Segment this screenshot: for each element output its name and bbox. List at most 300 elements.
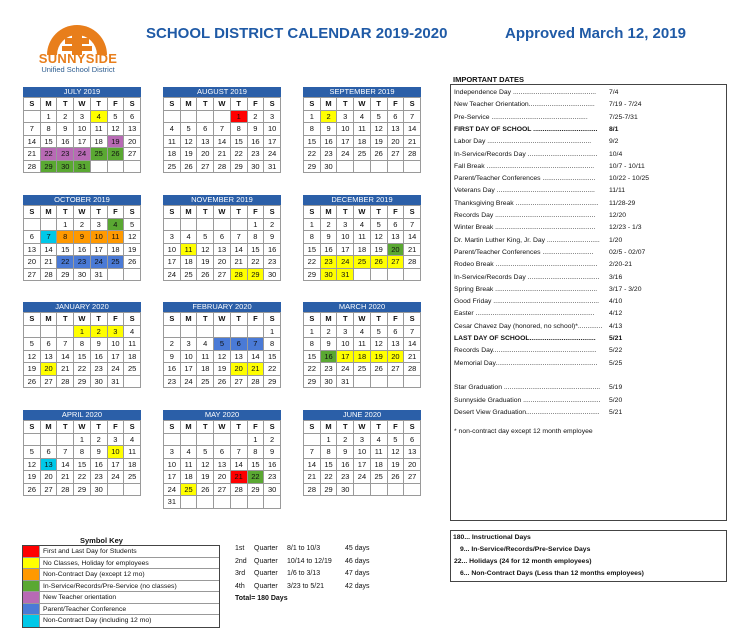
day-cell: 29 [40,160,57,173]
important-date-row [454,272,724,284]
weekday-header: S [404,313,421,326]
day-cell: 22 [74,471,91,484]
quarter-word: Quarter [254,582,278,590]
weekday-header: T [90,206,107,219]
day-cell: 5 [107,110,124,123]
day-cell: 6 [214,231,231,244]
day-cell: 20 [24,256,41,269]
day-cell: 1 [320,433,337,446]
empty-day-cell [214,433,231,446]
weekday-header: T [370,421,387,434]
color-swatch [23,546,40,557]
weekday-header: S [304,421,321,434]
day-cell: 6 [387,110,404,123]
important-date-label: Desert View Graduation....................................... [454,408,600,416]
weekday-header: S [264,313,281,326]
day-cell: 19 [124,243,141,256]
symbol-key-row [23,615,219,627]
day-cell: 1 [304,110,321,123]
logo-subtitle: Unified School District [41,65,115,74]
important-date-label: Independence Day ............................................ [454,89,597,96]
important-date-row [454,358,724,370]
day-cell: 20 [387,243,404,256]
empty-day-cell [354,160,371,173]
day-cell: 26 [24,483,41,496]
weekday-header: T [230,206,247,219]
day-cell: 26 [370,148,387,161]
day-cell: 19 [370,243,387,256]
day-cell: 6 [387,218,404,231]
day-cell: 2 [90,325,107,338]
empty-day-cell [24,110,41,123]
day-cell: 13 [214,243,231,256]
important-date-row [454,124,724,136]
weekday-header: S [24,313,41,326]
important-date-label: Sunnyside Graduation ......................................... [454,396,601,404]
day-cell: 11 [354,123,371,136]
day-cell: 28 [404,363,421,376]
day-cell: 9 [320,231,337,244]
day-cell: 25 [354,256,371,269]
day-cell: 20 [230,363,247,376]
symbol-key-title: Symbol Key [80,536,123,545]
day-cell: 29 [320,483,337,496]
symbol-key-label: No Classes, Holiday for employees [43,559,149,567]
month-calendar [163,410,281,509]
quarter-days: 42 days [345,582,370,590]
empty-day-cell [387,375,404,388]
day-cell: 9 [320,338,337,351]
important-date-value: 10/7 - 10/11 [609,162,645,170]
weekday-header: S [124,98,141,111]
empty-day-cell [387,268,404,281]
day-cell: 7 [40,231,57,244]
day-cell: 23 [320,363,337,376]
day-cell: 14 [247,350,264,363]
day-cell: 27 [404,471,421,484]
day-cell: 10 [164,458,181,471]
weekday-header: M [40,98,57,111]
important-date-value: 7/25-7/31 [609,113,638,121]
important-date-value: 11/28-29 [609,199,636,207]
day-cell: 24 [337,148,354,161]
day-cell: 30 [320,160,337,173]
empty-day-cell [230,433,247,446]
important-date-label: In-Service/Records Day ...................................... [454,273,600,281]
month-calendar [23,302,141,388]
weekday-header: T [337,313,354,326]
day-cell: 5 [124,218,141,231]
day-cell: 11 [124,338,141,351]
month-title: SEPTEMBER 2019 [303,87,421,97]
important-date-label: Labor Day ....................................................... [454,138,592,146]
empty-day-cell [107,160,124,173]
day-cell: 30 [90,375,107,388]
day-cell: 10 [107,446,124,459]
weekday-header: T [57,206,74,219]
empty-day-cell [370,483,387,496]
important-date-label: New Teacher Orientation................................... [454,101,595,109]
important-date-row [454,198,724,210]
important-date-value: 4/10 [609,298,623,306]
important-date-label: Fall Break ......................................................... [454,162,595,170]
day-cell: 28 [40,268,57,281]
day-cell: 7 [57,446,74,459]
weekday-header: T [230,421,247,434]
day-cell: 2 [337,433,354,446]
day-cell: 15 [304,135,321,148]
symbol-key-row [23,604,219,616]
day-cell: 28 [404,256,421,269]
weekday-header: S [264,206,281,219]
empty-day-cell [354,483,371,496]
important-date-label: Records Day ..................................................... [454,212,596,219]
weekday-header: T [370,206,387,219]
weekday-header: W [214,421,231,434]
day-cell: 27 [197,160,214,173]
day-cell: 27 [214,268,231,281]
weekday-header: W [74,313,91,326]
day-cell: 6 [124,110,141,123]
weekday-header: T [230,313,247,326]
day-cell: 5 [24,338,41,351]
day-cell: 10 [264,123,281,136]
day-cell: 13 [387,338,404,351]
day-cell: 14 [230,243,247,256]
day-cell: 19 [24,363,41,376]
day-cell: 16 [90,458,107,471]
day-cell: 30 [90,483,107,496]
day-cell: 9 [164,350,181,363]
day-cell: 20 [124,135,141,148]
month-calendar [23,410,141,496]
day-cell: 21 [214,148,231,161]
day-cell: 22 [320,471,337,484]
weekday-header: T [370,98,387,111]
day-cell: 4 [90,110,107,123]
day-cell: 3 [107,433,124,446]
day-cell: 15 [230,135,247,148]
day-cell: 24 [180,375,197,388]
day-cell: 30 [320,268,337,281]
weekday-header: M [320,421,337,434]
day-cell: 1 [304,218,321,231]
day-cell: 26 [197,483,214,496]
important-date-value: 5/25 [609,359,623,367]
day-cell: 17 [164,471,181,484]
color-swatch [23,569,40,580]
symbol-key-label: First and Last Day for Students [43,548,137,555]
day-cell: 24 [354,471,371,484]
day-cell: 8 [40,123,57,136]
empty-day-cell [354,268,371,281]
day-cell: 18 [180,256,197,269]
empty-day-cell [124,375,141,388]
day-cell: 10 [337,338,354,351]
weekday-header: T [90,313,107,326]
day-cell: 13 [387,231,404,244]
day-cell: 5 [180,123,197,136]
important-date-row [454,222,724,234]
day-cell: 19 [370,135,387,148]
important-date-row [454,149,724,161]
important-date-row [454,407,724,419]
day-cell: 25 [90,148,107,161]
important-date-row [454,308,724,320]
day-cell: 29 [74,483,91,496]
day-cell: 10 [164,243,181,256]
month-calendar [303,195,421,281]
day-cell: 4 [124,433,141,446]
day-cell: 31 [90,268,107,281]
day-cell: 20 [404,458,421,471]
day-cell: 22 [304,363,321,376]
day-cell: 4 [107,218,124,231]
day-cell: 11 [90,123,107,136]
day-cell: 18 [124,458,141,471]
day-cell: 8 [304,231,321,244]
day-cell: 22 [264,363,281,376]
weekday-header: F [387,421,404,434]
empty-day-cell [124,483,141,496]
important-date-value: 10/22 - 10/25 [609,175,650,183]
weekday-header: M [180,421,197,434]
day-cell: 11 [180,243,197,256]
important-date-row [454,87,724,99]
weekday-header: S [124,206,141,219]
day-cell: 17 [264,135,281,148]
quarter-range: 8/1 to 10/3 [287,545,321,552]
day-cell: 13 [40,350,57,363]
day-cell: 12 [197,243,214,256]
weekday-header: S [164,98,181,111]
color-swatch [23,604,40,615]
day-cell: 6 [40,446,57,459]
day-cell: 6 [214,446,231,459]
day-cell: 15 [320,458,337,471]
day-cell: 19 [370,350,387,363]
day-cell: 12 [24,350,41,363]
empty-day-cell [404,375,421,388]
day-cell: 11 [180,458,197,471]
weekday-header: F [107,421,124,434]
day-cell: 5 [197,231,214,244]
empty-day-cell [404,160,421,173]
day-cell: 12 [370,231,387,244]
day-cell: 27 [387,256,404,269]
weekday-header: T [90,421,107,434]
month-calendar [303,87,421,173]
day-cell: 1 [74,433,91,446]
day-cell: 11 [107,231,124,244]
important-date-value: 9/2 [609,138,619,146]
day-cell: 15 [304,243,321,256]
day-cell: 10 [337,123,354,136]
day-cell: 7 [57,338,74,351]
day-cell: 9 [74,231,91,244]
day-cell: 25 [354,148,371,161]
color-swatch [23,581,40,592]
weekday-header: S [24,206,41,219]
important-dates-box [450,84,727,521]
day-cell: 12 [107,123,124,136]
day-cell: 16 [320,243,337,256]
day-cell: 12 [387,446,404,459]
day-cell: 30 [264,483,281,496]
day-cell: 26 [24,375,41,388]
day-cell: 11 [124,446,141,459]
day-cell: 3 [264,110,281,123]
weekday-header: S [404,206,421,219]
important-date-label: Cesar Chavez Day (honored, no school)*............. [454,322,603,330]
weekday-header: T [337,98,354,111]
day-cell: 30 [74,268,91,281]
day-cell: 31 [337,268,354,281]
logo-name: SUNNYSIDE [38,51,118,66]
day-cell: 24 [264,148,281,161]
quarter-days: 45 days [345,545,370,552]
empty-day-cell [90,160,107,173]
day-cell: 29 [74,375,91,388]
important-date-row [454,395,724,407]
color-swatch [23,615,40,627]
day-cell: 6 [24,231,41,244]
day-cell: 7 [230,231,247,244]
day-cell: 26 [197,268,214,281]
important-date-value: 12/23 - 1/3 [609,224,642,232]
month-calendar [23,195,141,281]
day-cell: 18 [370,458,387,471]
empty-day-cell [40,218,57,231]
color-swatch [23,558,40,569]
day-cell: 21 [404,350,421,363]
day-cell: 19 [24,471,41,484]
quarter-word: Quarter [254,545,278,552]
day-cell: 10 [180,350,197,363]
important-date-row [454,259,724,271]
day-cell: 7 [404,218,421,231]
important-dates-title: IMPORTANT DATES [453,75,524,84]
day-cell: 18 [107,243,124,256]
day-cell: 26 [214,375,231,388]
day-cell: 13 [40,458,57,471]
day-cell: 21 [24,148,41,161]
important-date-value: 5/19 [609,384,623,392]
day-cell: 24 [164,483,181,496]
important-date-value: 7/4 [609,89,619,96]
important-date-value: 12/20 [609,212,627,219]
important-date-value: 7/19 - 7/24 [609,101,642,109]
day-cell: 24 [107,471,124,484]
day-cell: 29 [247,268,264,281]
day-cell: 18 [354,135,371,148]
important-date-label: Star Graduation ................................................... [454,384,601,392]
day-cell: 3 [337,218,354,231]
day-cell: 21 [40,256,57,269]
month-calendar [303,302,421,388]
weekday-header: T [57,313,74,326]
empty-day-cell [180,110,197,123]
symbol-key [22,545,220,628]
important-date-row [454,321,724,333]
day-cell: 7 [247,338,264,351]
weekday-header: T [197,98,214,111]
month-title: OCTOBER 2019 [23,195,141,205]
day-cell: 22 [230,148,247,161]
important-date-row [454,161,724,173]
day-cell: 6 [197,123,214,136]
empty-day-cell [124,160,141,173]
day-cell: 18 [164,148,181,161]
day-cell: 21 [304,471,321,484]
day-cell: 1 [57,218,74,231]
day-cell: 25 [124,363,141,376]
symbol-key-row [23,558,219,570]
day-cell: 25 [197,375,214,388]
important-date-row [454,382,724,394]
important-date-value: 3/16 [609,273,623,281]
quarter-q: 3rd [235,570,246,577]
weekday-header: F [247,98,264,111]
month-calendar [23,87,141,173]
weekday-header: M [180,313,197,326]
symbol-key-row [23,592,219,604]
day-cell: 25 [354,363,371,376]
quarter-word: Quarter [254,557,278,565]
day-cell: 29 [304,268,321,281]
day-cell: 20 [214,471,231,484]
day-cell: 1 [304,325,321,338]
day-cell: 11 [370,446,387,459]
weekday-header: S [164,206,181,219]
day-cell: 19 [107,135,124,148]
weekday-header: T [230,98,247,111]
day-cell: 21 [247,363,264,376]
important-date-label: Records Day....................................................... [454,347,597,355]
day-cell: 25 [370,471,387,484]
weekday-header: S [164,313,181,326]
day-cell: 14 [304,458,321,471]
empty-day-cell [124,268,141,281]
empty-day-cell [197,325,214,338]
day-cell: 22 [57,256,74,269]
empty-day-cell [180,325,197,338]
empty-day-cell [370,375,387,388]
day-cell: 20 [197,148,214,161]
day-cell: 3 [164,446,181,459]
important-date-label: Easter ............................................................... [454,310,595,318]
day-cell: 15 [57,243,74,256]
day-cell: 13 [24,243,41,256]
day-cell: 2 [247,110,264,123]
day-cell: 14 [24,135,41,148]
day-cell: 4 [354,218,371,231]
weekday-header: F [107,313,124,326]
day-cell: 29 [304,375,321,388]
important-date-value: 3/17 - 3/20 [609,285,642,293]
day-cell: 19 [197,471,214,484]
important-date-value: 8/1 [609,125,619,133]
day-cell: 27 [387,363,404,376]
day-cell: 17 [107,350,124,363]
summary-row: 22... Holidays (24 for 12 month employees) [454,558,592,565]
day-cell: 5 [197,446,214,459]
day-cell: 1 [40,110,57,123]
weekday-header: S [124,313,141,326]
day-cell: 7 [214,123,231,136]
day-cell: 17 [90,243,107,256]
day-cell: 18 [354,350,371,363]
